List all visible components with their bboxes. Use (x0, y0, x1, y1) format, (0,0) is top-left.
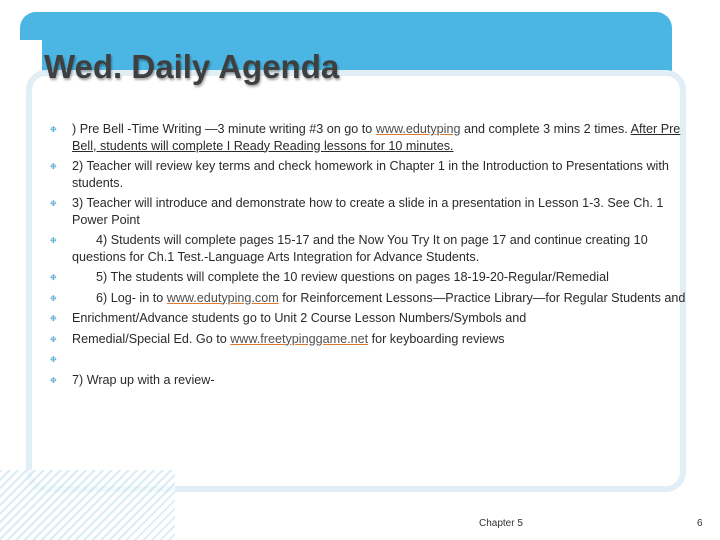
bullet-icon (50, 163, 57, 170)
agenda-item-3: ❉ 3) Teacher will introduce and demonstrate how to create a slide in a presentation in Lesson 1-3. See Ch. 1 Power Point (50, 195, 690, 228)
bullet-icon (50, 237, 57, 244)
bullet-icon (50, 274, 57, 281)
agenda-item-8: ❉ Remedial/Special Ed. Go to www.freetypinggame.net for keyboarding reviews (50, 331, 690, 348)
agenda-item-empty (50, 351, 690, 368)
agenda-item-9: ❉ 7) Wrap up with a review- (50, 372, 690, 389)
edutyping-com-link[interactable]: www.edutyping.com (166, 290, 279, 305)
bullet-icon (50, 377, 57, 384)
bullet-icon (50, 295, 57, 302)
agenda-item-5: ❉ 5) The students will complete the 10 review questions on pages 18-19-20-Regular/Remedial (50, 269, 690, 286)
agenda-item-6: ❉ 6) Log- in to www.edutyping.com for Reinforcement Lessons—Practice Library—for Regular Students and (50, 290, 690, 307)
footer-chapter: Chapter 5 (479, 518, 523, 529)
agenda-item-4: ❉ 4) Students will complete pages 15-17 and the Now You Try It on page 17 and continue creating 10 questions for Ch.1 Test.-Language Arts Integration for Advance Students. (50, 232, 690, 265)
freetypinggame-link[interactable]: www.freetypinggame.net (230, 331, 369, 346)
agenda-item-2: ❉ 2) Teacher will review key terms and check homework in Chapter 1 in the Introduction to Presentations with students. (50, 158, 690, 191)
agenda-item-7: ❉ Enrichment/Advance students go to Unit 2 Course Lesson Numbers/Symbols and (50, 310, 690, 327)
page-number: 6 (697, 518, 703, 529)
agenda-item-1: ❉ ) Pre Bell -Time Writing —3 minute writing #3 on go to www.edutyping and complete 3 mins 2 times. After Pre Bell, students will complete I Ready Reading lessons for 10 minutes. (50, 121, 690, 154)
bullet-icon (50, 200, 57, 207)
slide-title: Wed. Daily Agenda (44, 48, 340, 85)
bullet-icon (50, 126, 57, 133)
bullet-icon (50, 356, 57, 363)
decorative-stripes (0, 470, 175, 540)
bullet-icon (50, 336, 57, 343)
agenda-list (50, 121, 690, 392)
bullet-icon (50, 315, 57, 322)
edutyping-link[interactable]: www.edutyping (375, 122, 461, 136)
